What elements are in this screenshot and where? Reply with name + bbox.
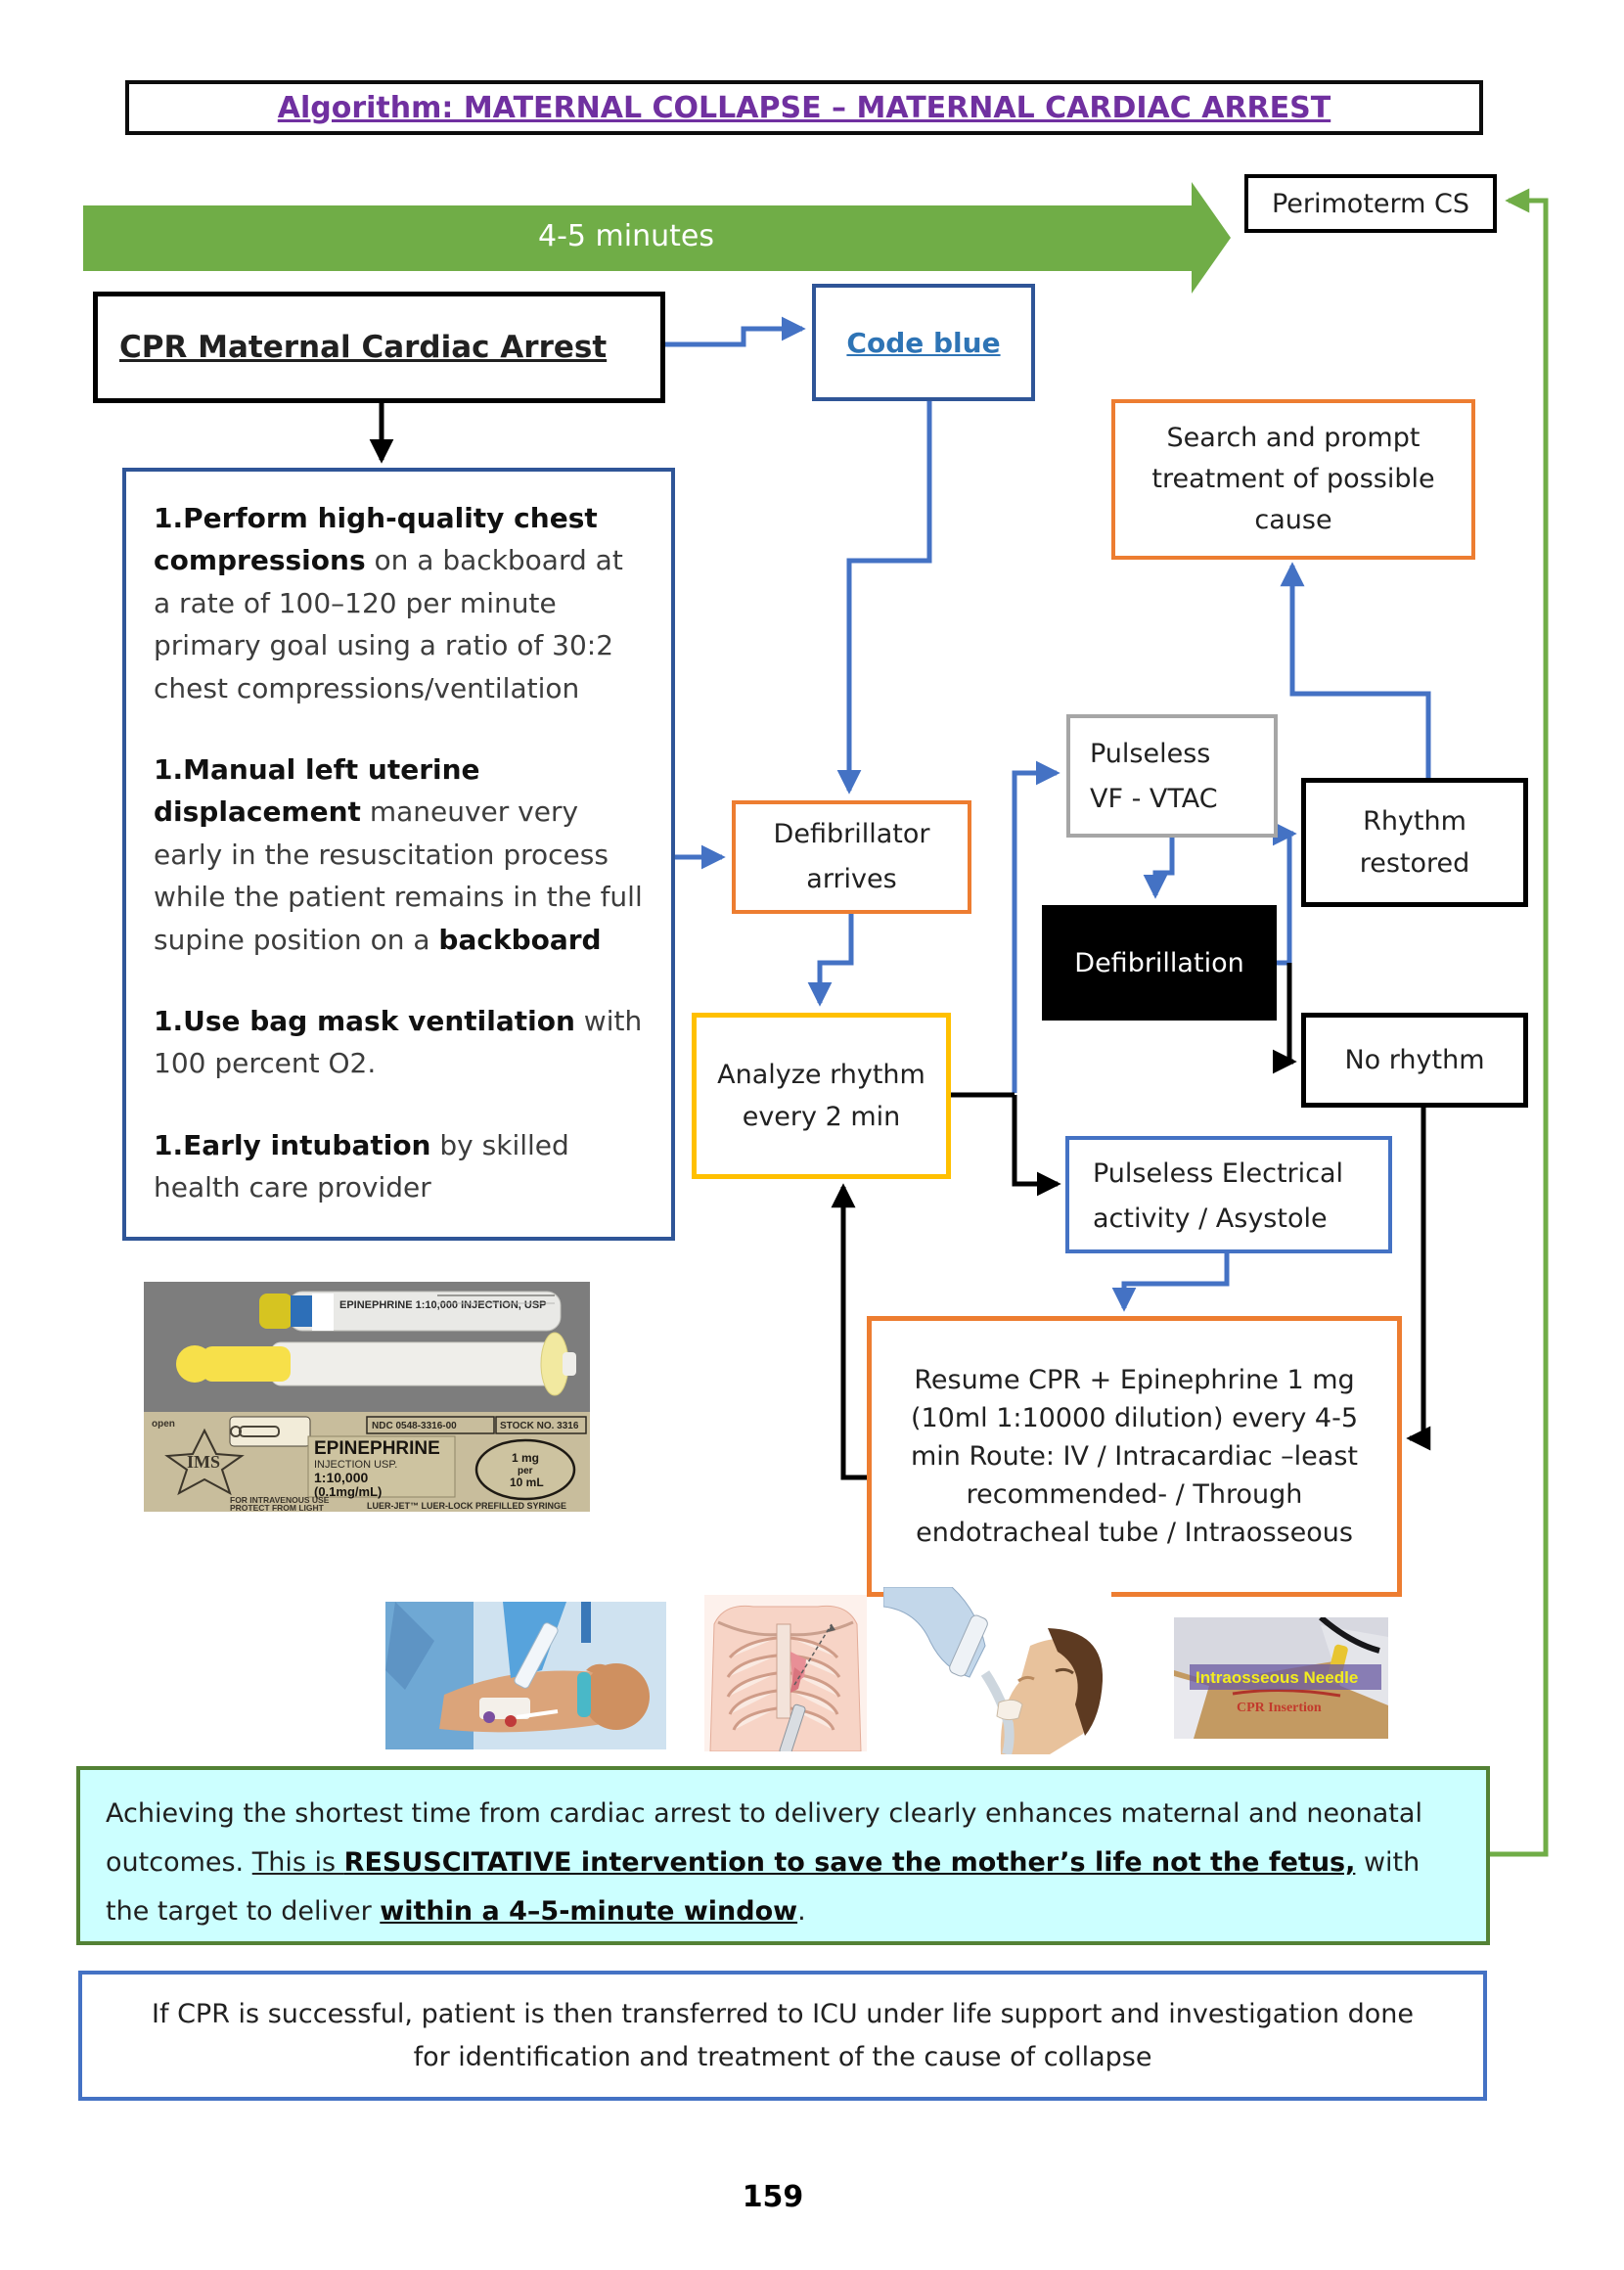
syringe-barrel [271, 1342, 555, 1385]
node-search-treat-cause: Search and prompt treatment of possible cause [1111, 399, 1475, 560]
vial-yellow-cap [259, 1294, 293, 1329]
connector-resume-loop-to-analyze [843, 1187, 867, 1477]
connector-defibarrives-to-analyze [820, 914, 851, 1003]
connector-codeblue-to-defibarrives [849, 401, 929, 791]
node-analyze-rhythm: Analyze rhythm every 2 min [692, 1013, 951, 1179]
vial-label-text: EPINEPHRINE 1:10,000 INJECTION, USP [339, 1299, 547, 1311]
node-resume-cpr-epinephrine: Resume CPR + Epinephrine 1 mg (10ml 1:10000 dilution) every 4-5 min Route: IV / Intracardiac –least recommended- / Through endotracheal tube / Intraosseous [867, 1316, 1402, 1597]
outcome-note: Achieving the shortest time from cardiac arrest to delivery clearly enhances maternal and neonatal outcomes. This is RESUSCITATIVE intervention to save the mother’s life not the fetus, with the target to deliver within a 4–5-minute window. [76, 1766, 1490, 1945]
node-cpr-maternal-cardiac-arrest [93, 292, 665, 403]
page-number: 159 [742, 2180, 804, 2214]
connector-defibrillation-to-rhythm [1277, 834, 1293, 963]
instruction-item: 1.Perform high-quality chest compressions on a backboard at a rate of 100–120 per minute primary goal using a ratio of 30:2 chest compressions/ventilation [154, 502, 623, 704]
drug-strength: (0.1mg/mL) [314, 1484, 383, 1499]
instruction-item: 1.Manual left uterine displacement maneuver very early in the resuscitation process while the patient remains in the full supine position on a backboard [154, 752, 643, 956]
sternum [777, 1624, 790, 1718]
syringe-tip-cap [176, 1345, 213, 1383]
timeline-duration-label: 4-5 minutes [538, 219, 714, 253]
node-code-blue [812, 284, 1035, 401]
svg-text:10 mL: 10 mL [510, 1476, 544, 1489]
node-defibrillator-arrives: Defibrillator arrives [732, 800, 971, 914]
node-cpr-instructions [122, 468, 675, 1241]
vial-blue-ring [291, 1295, 312, 1327]
node-defibrillation: Defibrillation [1042, 905, 1277, 1021]
patient-fist [583, 1663, 650, 1730]
svg-text:1 mg: 1 mg [512, 1451, 540, 1465]
node-pea-asystole: Pulseless Electrical activity / Asystole [1065, 1136, 1392, 1253]
node-rhythm-restored: Rhythm restored [1301, 778, 1528, 907]
instruction-item: 1.Early intubation by skilled health care provider [154, 1128, 569, 1204]
connector-defibrillation-to-norhythm [1289, 963, 1293, 1062]
node-pulseless-vf-vtac: Pulseless VF - VTAC [1066, 714, 1278, 838]
title-box [125, 80, 1483, 135]
io-caption-title: Intraosseous Needle [1195, 1668, 1359, 1687]
epinephrine-syringe-image [144, 1282, 590, 1512]
intubation-image [883, 1587, 1111, 1754]
connector-vfvtac-to-defibrillation [1155, 838, 1172, 895]
drug-concentration: 1:10,000 [314, 1470, 369, 1485]
page-title: Algorithm: MATERNAL COLLAPSE – MATERNAL CARDIAC ARREST [277, 90, 1331, 125]
node-perimortem-cs: Perimoterm CS [1244, 174, 1497, 233]
intracardiac-injection-image [704, 1595, 867, 1751]
mouth-guard [997, 1700, 1022, 1719]
wristband [577, 1672, 591, 1717]
carton-open-text: open [152, 1419, 175, 1430]
note-luerjet: LUER-JET™ LUER-LOCK PREFILLED SYRINGE [367, 1501, 567, 1511]
iv-insertion-image [385, 1602, 666, 1749]
note-intravenous: FOR INTRAVENOUS USE [230, 1495, 330, 1505]
connector-rhythm-to-search [1292, 566, 1428, 778]
note-light: PROTECT FROM LIGHT [230, 1503, 324, 1512]
connector-pea-to-resume [1124, 1253, 1227, 1308]
connector-cpr-to-codeblue [665, 329, 802, 344]
intraosseous-needle-image [1174, 1617, 1388, 1739]
node-no-rhythm: No rhythm [1301, 1013, 1528, 1108]
connector-junction-to-pea [1015, 1095, 1058, 1184]
svg-text:per: per [518, 1466, 533, 1476]
io-caption-sub: CPR Insertion [1237, 1701, 1322, 1715]
drug-name: EPINEPHRINE [314, 1438, 440, 1459]
syringe-yellow-sheath [203, 1346, 291, 1382]
ndc-text: NDC 0548-3316-00 [372, 1421, 457, 1431]
icu-note: If CPR is successful, patient is then transferred to ICU under life support and investigation done for identification and treatment of the cause of collapse [78, 1971, 1487, 2101]
ims-brand-text: IMS [187, 1452, 221, 1472]
instruction-item: 1.Use bag mask ventilation with 100 percent O2. [154, 1004, 643, 1080]
drug-form: INJECTION USP. [314, 1459, 398, 1471]
stock-text: STOCK NO. 3316 [500, 1421, 579, 1431]
cpr-label: CPR Maternal Cardiac Arrest [119, 330, 608, 365]
connector-norhythm-to-resume [1410, 1108, 1423, 1438]
code-blue-label: Code blue [846, 326, 1001, 359]
